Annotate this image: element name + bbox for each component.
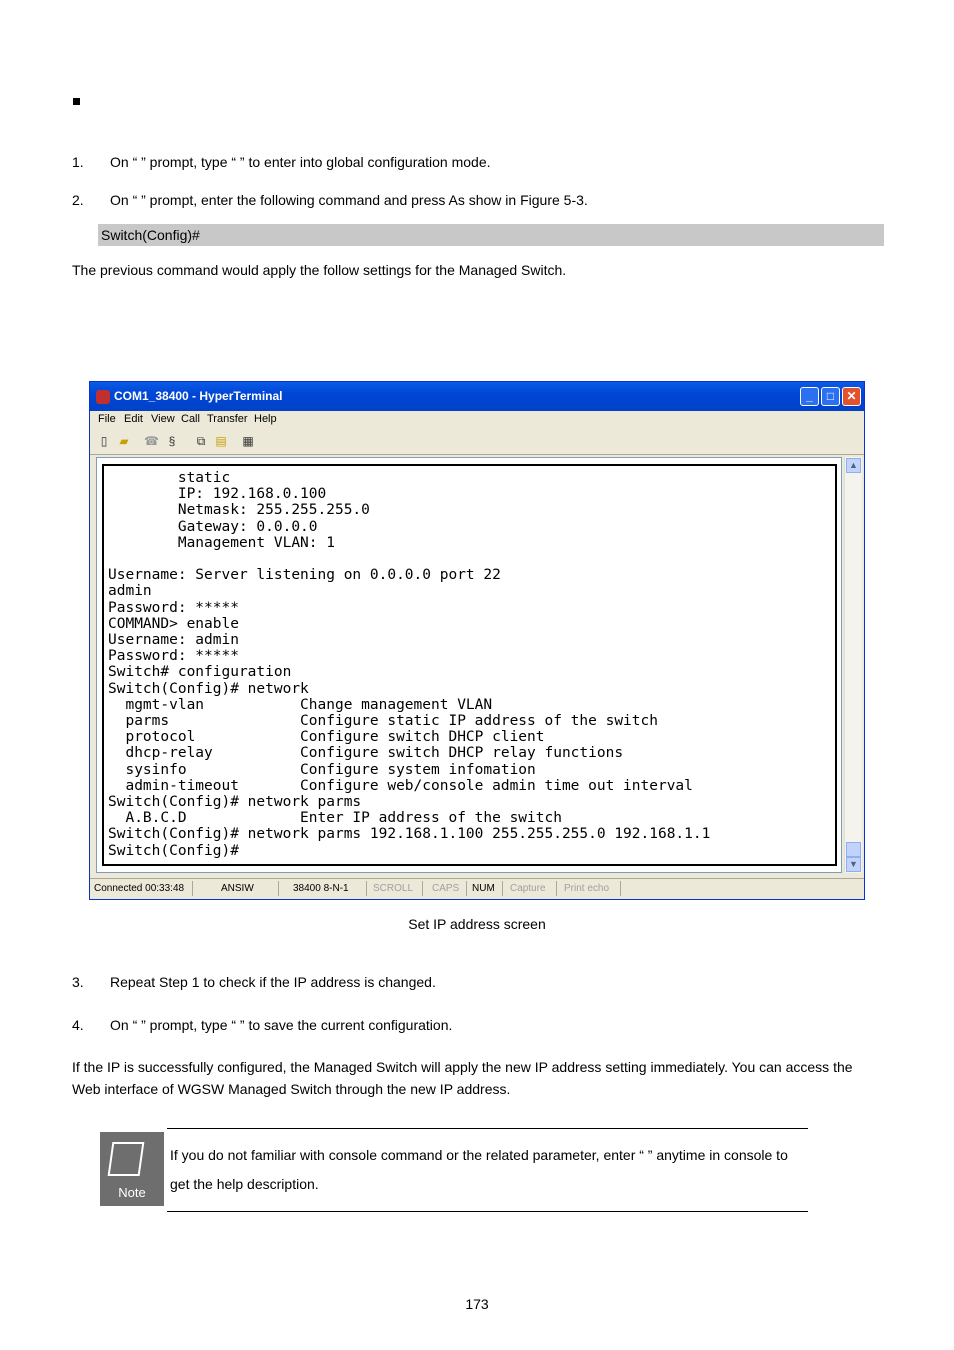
- phone-icon: [96, 390, 110, 404]
- terminal-area[interactable]: [96, 457, 842, 873]
- maximize-button[interactable]: □: [821, 387, 840, 406]
- title-bar: [90, 382, 864, 411]
- new-icon[interactable]: ▯: [100, 434, 108, 448]
- hyperterminal-window: [89, 381, 865, 900]
- menu-help[interactable]: Help: [254, 413, 277, 425]
- status-capture: Capture: [510, 883, 546, 894]
- page-number: 173: [465, 1296, 489, 1312]
- note-top-rule: [167, 1128, 808, 1129]
- status-bar: [90, 878, 864, 899]
- status-scroll: SCROLL: [373, 883, 414, 894]
- scroll-down-icon[interactable]: ▼: [846, 857, 861, 872]
- status-emulation: ANSIW: [221, 883, 254, 894]
- status-divider: [422, 881, 423, 896]
- note-icon: [100, 1132, 164, 1206]
- command-text: Switch(Config)#: [101, 227, 200, 243]
- send-icon[interactable]: ⧉: [196, 434, 206, 448]
- step-number: 1.: [72, 154, 84, 170]
- status-divider: [620, 881, 621, 896]
- terminal-screen: [102, 464, 837, 866]
- terminal-output: static IP: 192.168.0.100 Netmask: 255.255.255.0 Gateway: 0.0.0.0 Management VLAN: 1 Username: Server listening on 0.0.0.0 port 22 admin Password: ***** COMMAND> enable Username: admin Password: ***** Switch# configuration Switch(Config)# network mgmt-vlan Change management VLAN parms Configure static IP address of the switch protocol Configure switch DHCP client dhcp-relay Configure switch DHCP relay functions sysinfo Configure system infomation admin-timeout Configure web/console admin time out interval Switch(Config)# network parms A.B.C.D Enter IP address of the switch Switch(Config)# network parms 192.168.1.100 255.255.255.0 192.168.1.1 Switch(Config)#: [108, 470, 711, 859]
- scroll-thumb[interactable]: [846, 842, 861, 857]
- disconnect-icon[interactable]: §: [168, 434, 176, 448]
- closing-paragraph-line2: Web interface of WGSW Managed Switch through the new IP address.: [72, 1081, 511, 1097]
- status-divider: [192, 881, 193, 896]
- figure-caption: Set IP address screen: [408, 916, 546, 932]
- status-print-echo: Print echo: [564, 883, 610, 894]
- close-button[interactable]: ✕: [842, 387, 861, 406]
- menu-transfer[interactable]: Transfer: [207, 413, 248, 425]
- settings-intro: The previous command would apply the follow settings for the Managed Switch.: [72, 262, 567, 278]
- note-bottom-rule: [167, 1211, 808, 1212]
- closing-paragraph-line1: If the IP is successfully configured, the Managed Switch will apply the new IP address setting immediately. You can access the: [72, 1059, 853, 1075]
- receive-icon[interactable]: ▤: [215, 434, 227, 448]
- step2-text: On “ ” prompt, enter the following command and press As show in Figure 5-3.: [110, 192, 588, 208]
- status-divider: [366, 881, 367, 896]
- menu-bar: [90, 411, 864, 430]
- step-number: 3.: [72, 974, 84, 990]
- window-title: COM1_38400 - HyperTerminal: [114, 389, 283, 403]
- minimize-button[interactable]: _: [800, 387, 819, 406]
- section-bullet: [73, 98, 80, 105]
- status-caps: CAPS: [432, 883, 460, 894]
- toolbar: [90, 430, 864, 455]
- menu-edit[interactable]: Edit: [124, 413, 143, 425]
- note-icon-label: Note: [118, 1185, 146, 1200]
- status-port: 38400 8-N-1: [293, 883, 349, 894]
- note-paper-icon: [108, 1142, 145, 1176]
- open-icon[interactable]: ▰: [119, 434, 129, 448]
- status-connected: Connected 00:33:48: [94, 883, 185, 894]
- step1-text: On “ ” prompt, type “ ” to enter into global configuration mode.: [110, 154, 491, 170]
- menu-view[interactable]: View: [151, 413, 175, 425]
- status-divider: [278, 881, 279, 896]
- scroll-up-icon[interactable]: ▲: [846, 458, 861, 473]
- connect-icon[interactable]: ☎: [144, 434, 159, 448]
- status-divider: [466, 881, 467, 896]
- properties-icon[interactable]: ▦: [242, 434, 254, 448]
- note-line2: get the help description.: [170, 1176, 319, 1192]
- menu-file[interactable]: File: [98, 413, 116, 425]
- step-number: 4.: [72, 1017, 84, 1033]
- step-number: 2.: [72, 192, 84, 208]
- status-divider: [556, 881, 557, 896]
- menu-call[interactable]: Call: [181, 413, 200, 425]
- step4-text: On “ ” prompt, type “ ” to save the current configuration.: [110, 1017, 453, 1033]
- command-box: [98, 224, 884, 246]
- status-num: NUM: [472, 883, 495, 894]
- note-line1: If you do not familiar with console command or the related parameter, enter “ ” anytime in console to: [170, 1147, 788, 1163]
- step3-text: Repeat Step 1 to check if the IP address is changed.: [110, 974, 436, 990]
- status-divider: [502, 881, 503, 896]
- vertical-scrollbar[interactable]: [844, 457, 862, 873]
